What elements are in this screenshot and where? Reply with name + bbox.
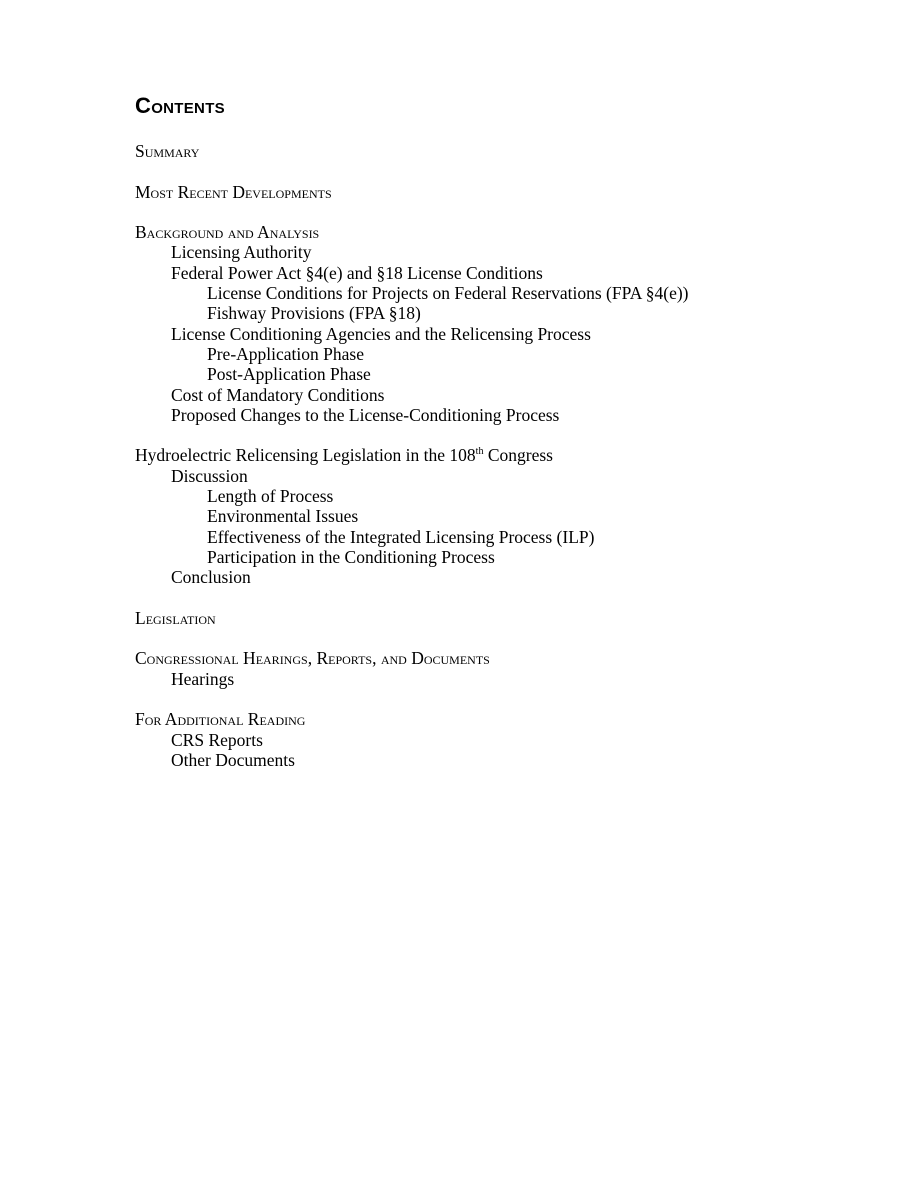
toc-entry-fpa-license-conditions[interactable]: Federal Power Act §4(e) and §18 License Conditions [171,262,543,283]
toc-entry-legislation[interactable]: Legislation [135,607,216,628]
toc-entry-federal-reservations[interactable]: License Conditions for Projects on Federal Reservations (FPA §4(e)) [207,283,689,304]
toc-entry-hearings[interactable]: Hearings [171,668,235,689]
toc-entry-post-application-phase[interactable]: Post-Application Phase [207,364,371,385]
toc-entry-discussion[interactable]: Discussion [171,465,248,486]
toc-entry-fishway-provisions[interactable]: Fishway Provisions (FPA §18) [207,303,421,324]
ordinal-suffix: th [475,446,484,458]
toc-entry-background-and-analysis[interactable]: Background and Analysis [135,222,320,243]
toc-entry-environmental-issues[interactable]: Environmental Issues [207,506,359,527]
toc-entry-pre-application-phase[interactable]: Pre-Application Phase [207,343,364,364]
toc-entry-conditioning-agencies[interactable]: License Conditioning Agencies and the Relicensing Process [171,323,591,344]
contents-heading: Contents [135,93,225,118]
toc-entry-relicensing-legislation-108th[interactable] [135,445,689,465]
toc-entry-proposed-changes[interactable]: Proposed Changes to the License-Conditioning Process [171,404,560,425]
toc-entry-participation[interactable]: Participation in the Conditioning Process [207,546,495,567]
toc-entry-crs-reports[interactable]: CRS Reports [171,729,263,750]
toc-entry-text: Hydroelectric Relicensing Legislation in the 108 [135,445,476,466]
toc-entry-summary[interactable]: Summary [135,141,200,161]
toc-entry-licensing-authority[interactable]: Licensing Authority [171,242,312,263]
toc-entry-ilp-effectiveness[interactable]: Effectiveness of the Integrated Licensing Process (ILP) [207,526,595,547]
table-of-contents [135,141,689,770]
toc-entry-other-documents[interactable]: Other Documents [171,749,295,770]
toc-entry-additional-reading[interactable]: For Additional Reading [135,709,306,730]
toc-entry-most-recent-developments[interactable]: Most Recent Developments [135,181,332,202]
toc-entry-conclusion[interactable]: Conclusion [171,567,251,588]
toc-entry-cost-of-mandatory-conditions[interactable]: Cost of Mandatory Conditions [171,384,385,405]
toc-entry-congressional-hearings[interactable]: Congressional Hearings, Reports, and Documents [135,648,490,669]
toc-entry-length-of-process[interactable]: Length of Process [207,486,334,507]
toc-entry-text: Congress [483,445,553,466]
